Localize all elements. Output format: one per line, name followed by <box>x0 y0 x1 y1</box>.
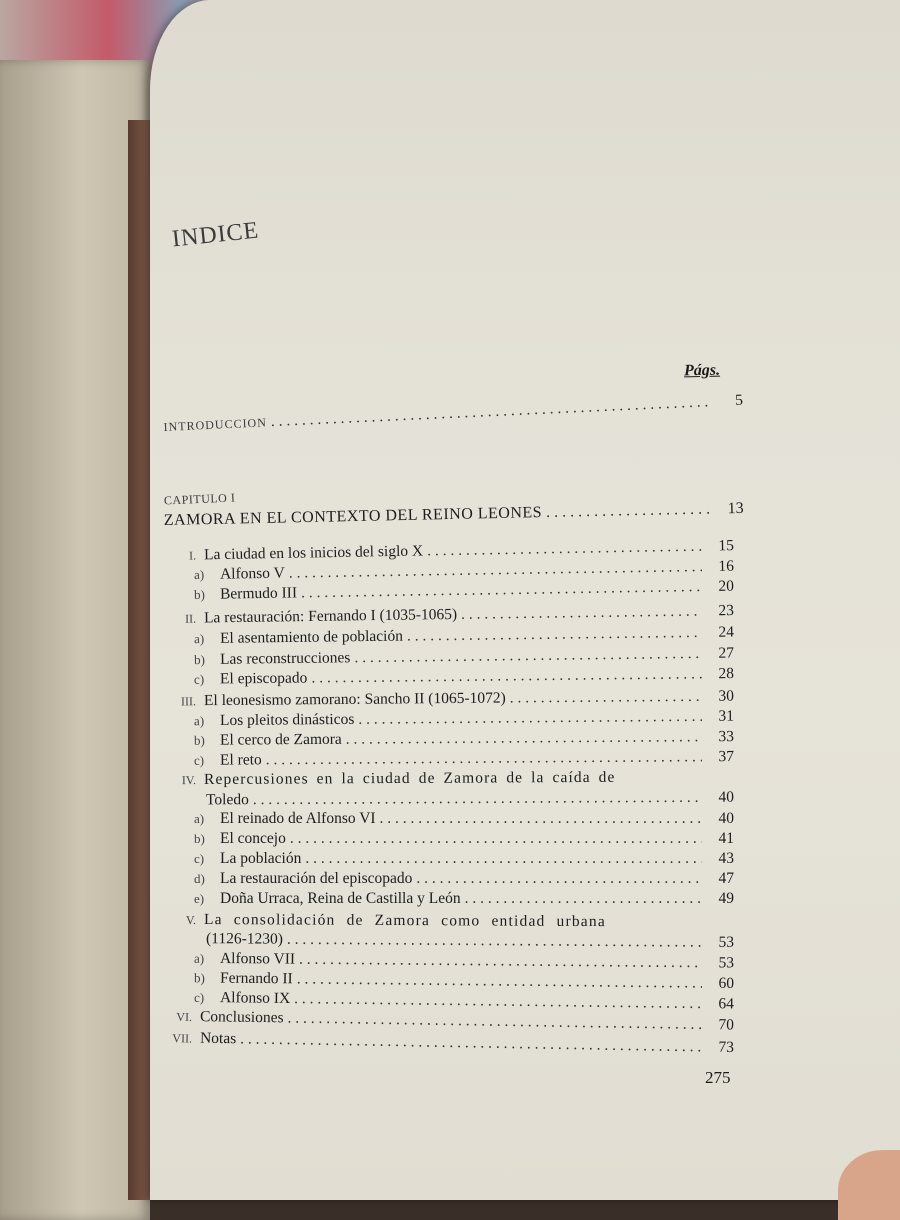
toc-subentry <box>170 748 734 770</box>
toc-entry-label: Alfonso V <box>219 564 285 583</box>
toc-page-number: 73 <box>718 1038 735 1056</box>
section-number: II. <box>184 611 197 626</box>
subentry-letter: b) <box>193 586 205 603</box>
toc-page-number: 27 <box>718 644 735 662</box>
leader-dots <box>354 645 702 667</box>
toc-page-number: 31 <box>718 707 735 725</box>
leader-dots <box>299 951 702 973</box>
leader-dots <box>305 850 702 868</box>
leader-dots <box>253 789 702 809</box>
subentry-letter: c) <box>194 851 205 866</box>
toc-page-number: 30 <box>718 687 735 705</box>
toc-entry-label: El concejo <box>220 830 286 847</box>
toc-section-line2 <box>206 930 734 952</box>
toc-entry-label: El reto <box>219 751 262 769</box>
toc-entry-label: Notas <box>199 1029 237 1048</box>
toc-page-number: 24 <box>718 623 735 641</box>
leader-dots <box>240 1030 702 1056</box>
toc-entry-label: (1126-1230) <box>205 930 283 948</box>
toc-entry-label: Las reconstrucciones <box>219 649 351 668</box>
toc-subentry <box>170 870 734 888</box>
toc-subentry <box>170 850 734 868</box>
toc-page-number: 53 <box>718 933 735 951</box>
subentry-letter: c) <box>193 671 205 687</box>
section-number: V. <box>185 912 197 927</box>
subentry-letter: a) <box>193 566 205 583</box>
toc-entry-label: Repercusiones en la ciudad de Zamora de la caída de <box>203 768 616 788</box>
subentry-letter: b) <box>193 732 205 748</box>
leader-dots <box>287 1009 702 1034</box>
subentry-letter: a) <box>193 713 205 729</box>
toc-page-number: 5 <box>734 391 744 410</box>
page-number: 275 <box>705 1068 731 1087</box>
leader-dots <box>311 665 702 687</box>
leader-dots <box>270 393 711 431</box>
toc-page-number: 49 <box>718 890 734 907</box>
toc-entry-label: La población <box>220 850 302 867</box>
toc-entry-label: El asentamiento de población <box>219 627 404 647</box>
section-number: IV. <box>181 773 197 788</box>
toc-section-line1 <box>170 769 616 789</box>
toc-entry-label: El cerco de Zamora <box>219 730 342 749</box>
subentry-letter: e) <box>194 891 205 906</box>
toc-page-number: 16 <box>718 557 735 575</box>
toc-subentry <box>170 728 734 750</box>
toc-subentry <box>170 810 734 828</box>
toc-page-number: 64 <box>718 995 735 1013</box>
leader-dots <box>358 708 702 729</box>
toc-entry-intro <box>163 392 743 436</box>
leader-dots <box>416 870 702 888</box>
toc-section-line1 <box>170 911 606 931</box>
toc-entry-label: Alfonso VII <box>219 949 296 968</box>
section-number: I. <box>188 548 197 563</box>
toc-page-number: 40 <box>718 810 734 827</box>
toc-page-number: 43 <box>718 850 734 867</box>
toc-subentry <box>170 890 734 908</box>
page-title: INDICE <box>170 217 261 253</box>
leader-dots <box>427 538 702 561</box>
toc-entry-label: Alfonso IX <box>219 989 291 1008</box>
leader-dots <box>465 890 702 908</box>
toc-page-number: 60 <box>718 974 735 992</box>
toc-page-number: 15 <box>718 537 735 555</box>
leader-dots <box>380 810 702 828</box>
toc-entry-label: Doña Urraca, Reina de Castilla y León <box>220 890 461 907</box>
section-number: III. <box>180 694 197 709</box>
toc-page-number: 13 <box>727 499 744 518</box>
leader-dots <box>346 728 702 748</box>
toc-entry-label: La ciudad en los inicios del siglo X <box>203 542 424 564</box>
leader-dots <box>290 830 702 848</box>
toc-entry-label: INTRODUCCION <box>163 415 268 435</box>
toc-entry-label: El episcopado <box>219 669 308 688</box>
toc-page-number: 28 <box>718 665 735 683</box>
toc-entry-label: El reinado de Alfonso VI <box>220 810 376 827</box>
section-number: VI. <box>176 1009 193 1024</box>
toc-page-number: 70 <box>718 1016 735 1034</box>
subentry-letter: a) <box>194 811 205 826</box>
toc-entry-label: Los pleitos dinásticos <box>219 710 355 730</box>
leader-dots <box>461 603 702 624</box>
toc-entry-label: Toledo <box>205 791 249 809</box>
toc-entry-label: Conclusiones <box>199 1008 284 1027</box>
toc-page-number: 37 <box>718 748 735 766</box>
section-number: VII. <box>172 1031 193 1046</box>
subentry-letter: b) <box>193 652 205 668</box>
leader-dots <box>510 688 702 708</box>
chapter-label: CAPITULO I <box>163 490 236 508</box>
toc-page-number: 53 <box>718 954 735 972</box>
toc-entry-label: El leonesismo zamorano: Sancho II (1065-1072) <box>203 689 506 710</box>
subentry-letter: a) <box>193 950 205 966</box>
toc-page-number: 33 <box>718 728 735 746</box>
pages-column-header: Págs. <box>683 361 721 380</box>
leader-dots <box>287 931 702 952</box>
toc-entry-label: La restauración del episcopado <box>220 870 413 887</box>
subentry-letter: c) <box>193 989 205 1005</box>
toc-entry-chapter-title <box>164 500 744 530</box>
subentry-letter: a) <box>193 631 205 647</box>
leader-dots <box>266 748 702 769</box>
toc-entry-label: Bermudo III <box>219 584 298 603</box>
toc-page-number: 47 <box>718 870 734 887</box>
toc-entry-label: ZAMORA EN EL CONTEXTO DEL REINO LEONES <box>163 504 543 530</box>
toc-entry-label: Fernando II <box>219 969 293 988</box>
toc-page-number: 41 <box>718 830 734 847</box>
subentry-letter: c) <box>193 752 205 768</box>
leader-dots <box>301 578 702 602</box>
subentry-letter: b) <box>193 970 205 986</box>
toc-entry-label: La consolidación de Zamora como entidad urbana <box>203 911 606 931</box>
toc-section <box>166 1029 734 1057</box>
toc-subentry <box>170 665 734 689</box>
book-page <box>150 0 900 1200</box>
leader-dots <box>297 970 702 992</box>
toc-section-line2 <box>206 789 734 810</box>
toc-subentry <box>170 708 734 731</box>
toc-page-number: 23 <box>718 602 735 620</box>
toc-page-number: 20 <box>718 577 735 595</box>
toc-page-number: 40 <box>718 788 735 806</box>
subentry-letter: b) <box>194 831 205 846</box>
toc-section <box>170 688 734 711</box>
leader-dots <box>407 624 702 646</box>
toc-entry-label: La restauración: Fernando I (1035-1065) <box>203 605 458 627</box>
subentry-letter: d) <box>194 871 205 886</box>
leader-dots <box>546 501 712 522</box>
toc-subentry <box>170 830 734 848</box>
